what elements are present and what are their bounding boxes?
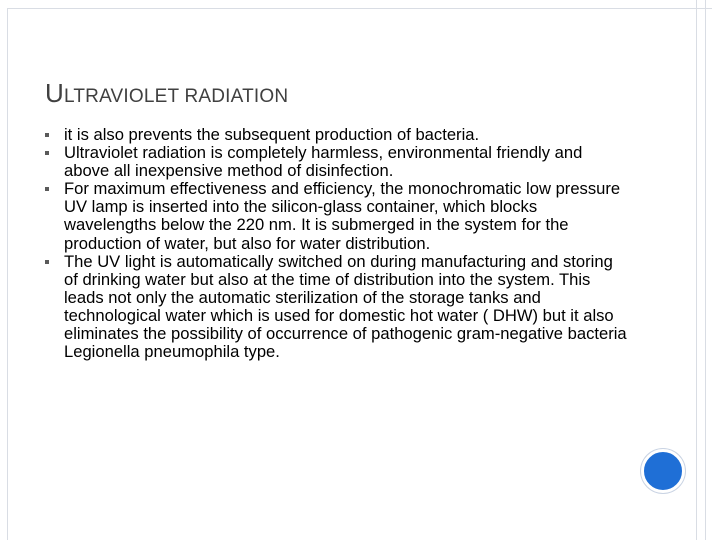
bullet-item	[45, 180, 630, 252]
slide-title-rest: LTRAVIOLET RADIATION	[63, 86, 289, 107]
bullet-text: For maximum effectiveness and efficiency, the monochromatic low pressure UV lamp is inserted into the silicon-glass container, which blocks wavelengths below the 220 nm. It is submerged in the system for the production of water, but also for water distribution.	[64, 179, 621, 253]
bullet-text: Ultraviolet radiation is completely harmless, environmental friendly and above all inexpensive method of disinfection.	[64, 143, 583, 181]
bullet-item	[45, 144, 630, 180]
bullet-square-icon	[45, 260, 49, 264]
slide-title	[45, 78, 288, 109]
bullet-item	[45, 126, 630, 144]
bullet-text: it is also prevents the subsequent production of bacteria.	[64, 125, 480, 144]
frame-band-right	[696, 0, 706, 540]
decorative-circle-icon	[641, 449, 685, 493]
bullet-item	[45, 253, 630, 362]
slide-title-first-letter: U	[45, 78, 64, 108]
bullet-square-icon	[45, 187, 49, 191]
bullet-list	[45, 126, 630, 361]
bullet-square-icon	[45, 133, 49, 137]
frame-line-top	[7, 8, 712, 9]
bullet-square-icon	[45, 151, 49, 155]
frame-line-left	[7, 8, 8, 540]
bullet-text: The UV light is automatically switched on during manufacturing and storing of drinking water but also at the time of distribution into the system. This leads not only the automatic sterilization of the storage tanks and technological water which is used for domestic hot water ( DHW) but it also eliminates the possibility of occurrence of pathogenic gram-negative bacteria Legionella pneumophila type.	[64, 251, 627, 362]
